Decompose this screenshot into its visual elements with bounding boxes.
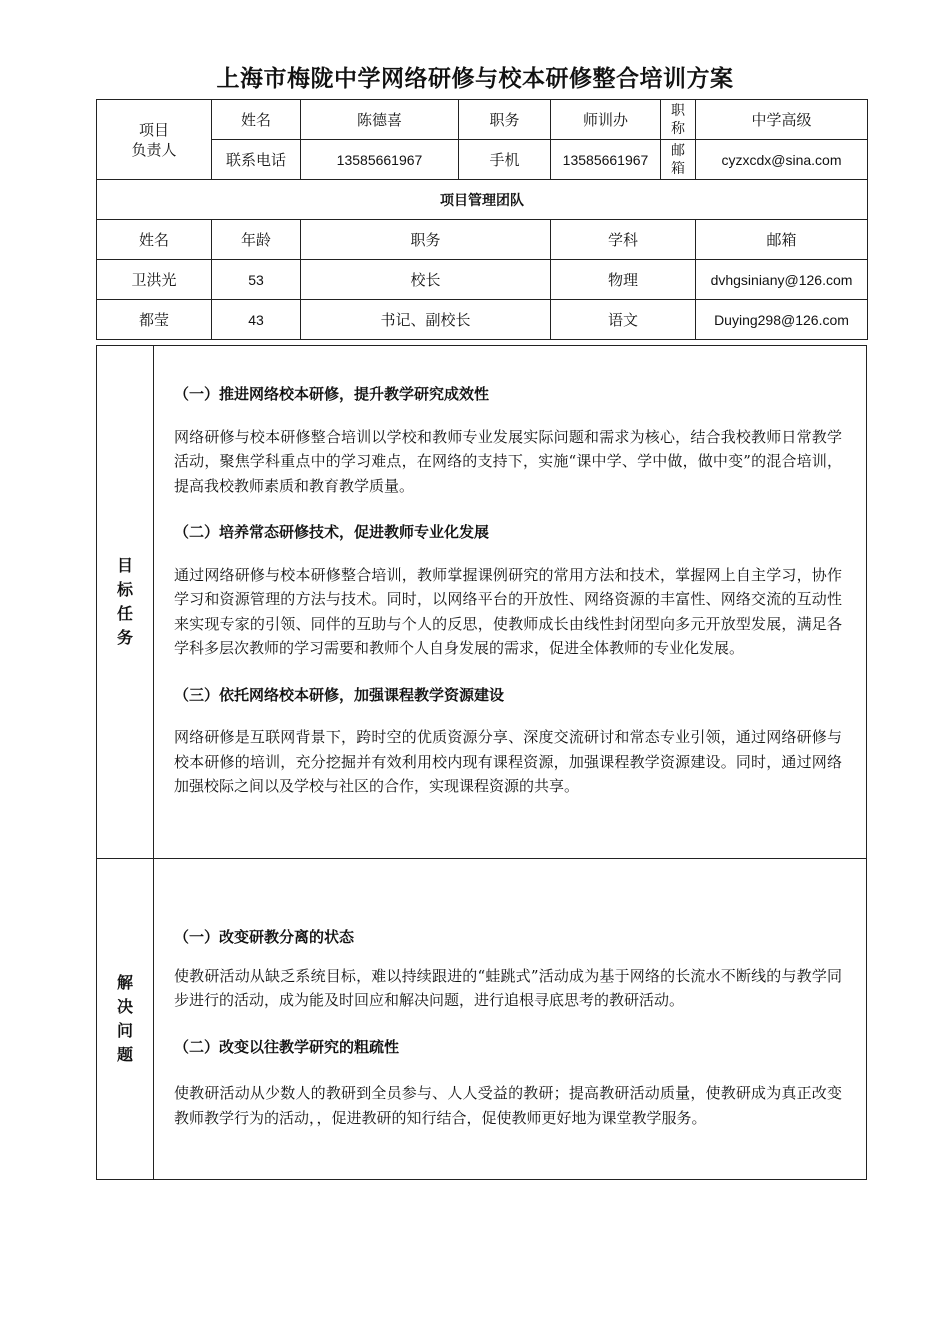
team-header: 年龄 <box>212 220 301 260</box>
member-subject: 语文 <box>551 300 696 340</box>
problems-section <box>96 858 867 1180</box>
leader-name: 陈德喜 <box>301 100 459 140</box>
page-title: 上海市梅陇中学网络研修与校本研修整合培训方案 <box>216 65 734 92</box>
goals-section <box>96 345 867 859</box>
goals-label: 目标任务 <box>97 346 154 858</box>
leader-row-label: 项目 负责人 <box>97 100 212 180</box>
team-header: 职务 <box>301 220 551 260</box>
member-post: 校长 <box>301 260 551 300</box>
member-subject: 物理 <box>551 260 696 300</box>
goal-text: 网络研修是互联网背景下，跨时空的优质资源分享、深度交流研讨和常态专业引领，通过网络研修与校本研修的培训，充分挖掘并有效利用校内现有课程资源，加强课程教学资源建设。同时，通过网络加强校际之间以及学校与社区的合作，实现课程资源的共享。 <box>174 728 842 795</box>
leader-mobile: 13585661967 <box>551 140 661 180</box>
member-name: 都莹 <box>97 300 212 340</box>
rank-label: 职称 <box>661 100 696 140</box>
leader-post: 师训办 <box>551 100 661 140</box>
email-label: 邮箱 <box>661 140 696 180</box>
member-name: 卫洪光 <box>97 260 212 300</box>
mobile-label: 手机 <box>459 140 551 180</box>
goal-heading: （一）推进网络校本研修，提升教学研究成效性 <box>174 385 490 403</box>
member-age: 53 <box>212 260 301 300</box>
leader-phone: 13585661967 <box>301 140 459 180</box>
team-header: 学科 <box>551 220 696 260</box>
goal-text: 网络研修与校本研修整合培训以学校和教师专业发展实际问题和需求为核心，结合我校教师日常教学活动，聚焦学科重点中的学习难点，在网络的支持下，实施“课中学、学中做，做中变”的混合培训，提高我校教师素质和教育教学质量。 <box>174 427 842 495</box>
member-age: 43 <box>212 300 301 340</box>
phone-label: 联系电话 <box>212 140 301 180</box>
member-email: dvhgsiniany@126.com <box>696 260 868 300</box>
goal-heading: （二）培养常态研修技术，促进教师专业化发展 <box>174 523 490 541</box>
team-heading: 项目管理团队 <box>97 180 868 220</box>
problem-text: 使教研活动从少数人的教研到全员参与、人人受益的教研；提高教研活动质量，使教研成为真正改变教师教学行为的活动，，促进教研的知行结合，促使教师更好地为课堂教学服务。 <box>174 1084 842 1127</box>
leader-rank: 中学高级 <box>696 100 868 140</box>
problem-heading: （二）改变以往教学研究的粗疏性 <box>174 1037 400 1056</box>
problem-heading: （一）改变研教分离的状态 <box>174 928 355 946</box>
leader-email: cyzxcdx@sina.com <box>696 140 868 180</box>
info-table <box>96 99 868 340</box>
goal-text: 通过网络研修与校本研修整合培训，教师掌握课例研究的常用方法和技术，掌握网上自主学习，协作学习和资源管理的方法与技术。同时，以网络平台的开放性、网络资源的丰富性、网络交流的互动性来实现专家的引领、同伴的互助与个人的反思，使教师成长由线性封闭型向多元开放型发展，满足各学科多层次教师的学习需要和教师个人自身发展的需求，促进全体教师的专业化发展。 <box>174 565 842 657</box>
team-header: 邮箱 <box>696 220 868 260</box>
table-row <box>97 300 868 340</box>
problems-body <box>174 925 842 1130</box>
team-header: 姓名 <box>97 220 212 260</box>
goal-heading: （三）依托网络校本研修，加强课程教学资源建设 <box>174 685 505 704</box>
member-email: Duying298@126.com <box>696 300 868 340</box>
post-label: 职务 <box>459 100 551 140</box>
table-row <box>97 260 868 300</box>
problem-text: 使教研活动从缺乏系统目标，难以持续跟进的“蛙跳式”活动成为基于网络的长流水不断线的与教学同步进行的活动，成为能及时回应和解决问题，进行追根寻底思考的教研活动。 <box>174 966 842 1009</box>
name-label: 姓名 <box>212 100 301 140</box>
member-post: 书记、副校长 <box>301 300 551 340</box>
problems-label: 解决问题 <box>97 859 154 1179</box>
goals-body <box>174 382 842 799</box>
